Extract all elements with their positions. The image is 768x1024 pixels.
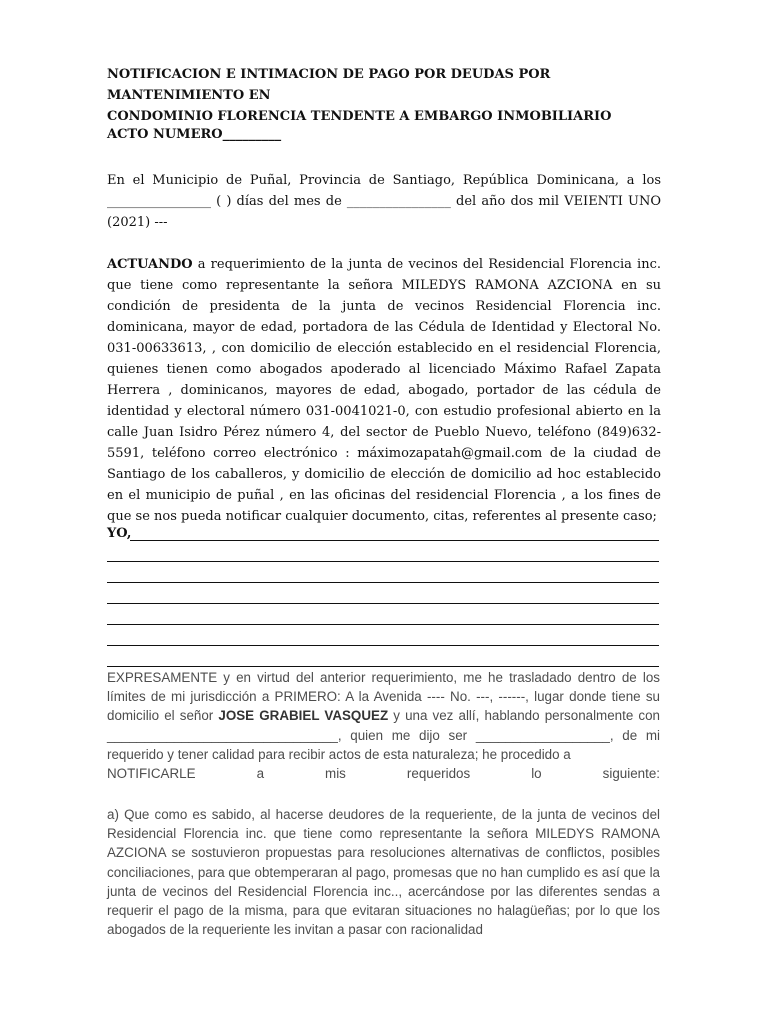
fill-line: [107, 666, 659, 667]
actuando-text: a requerimiento de la junta de vecinos del Residencial Florencia inc. que tiene como representante la señora MILEDYS RAMONA AZCIONA en su condición de presidenta de la junta de vecinos Residencial Florencia inc. dominicana, mayor de edad, portadora de las Cédula de Identidad y Electoral No. 031-00633613, , con domicilio de elección establecido en el residencial Florencia, quienes tienen como abogados apoderado al licenciado Máximo Rafael Zapata Herrera , dominicanos, mayores de edad, abogado, portador de las cédula de identidad y electoral número 031-0041021-0, con estudio profesional abierto en la calle Juan Isidro Pérez número 4, del sector de Pueblo Nuevo, teléfono (849)632-5591, teléfono correo electrónico : máximozapatah@gmail.com de la ciudad de Santiago de los caballeros, y domicilio de elección de domicilio ad hoc establecido en el municipio de puñal , en las oficinas del residencial Florencia , a los fines de que se nos pueda notificar cualquier documento, citas, referentes al presente caso;: [107, 257, 661, 524]
intro-paragraph: En el Municipio de Puñal, Provincia de Santiago, República Dominicana, a los ________________ ( ) días del mes de ________________ del año dos mil VEIENTI UNO (2021) ---: [107, 173, 661, 230]
expresamente-last-line: NOTIFICARLE a mis requeridos lo siguiente:: [107, 766, 660, 782]
fill-line: [107, 561, 659, 562]
actuando-lead: ACTUANDO: [107, 257, 193, 272]
fill-line: [107, 624, 659, 625]
yo-label: YO,: [107, 526, 132, 541]
fill-line: [107, 582, 659, 583]
document-title: [107, 64, 667, 127]
expresamente-part-1: EXPRESAMENTE y en virtud del anterior requerimiento, me he trasladado dentro de los límites de mi jurisdicción a PRIMERO: A la Avenida ---- No. ---, ------, lugar donde tiene su domicilio el señor: [107, 670, 660, 724]
fill-line: [107, 603, 659, 604]
expresamente-paragraph: [107, 668, 660, 783]
fill-line: [107, 645, 659, 646]
acto-numero: ACTO NUMERO_________: [107, 127, 282, 142]
title-line-2: CONDOMINIO FLORENCIA TENDENTE A EMBARGO INMOBILIARIO: [107, 109, 612, 124]
actuando-paragraph: [107, 254, 661, 527]
expresamente-part-2: y una vez allí, hablando personalmente con _______________________________, quien me dijo ser __________________, de mi requerido y tener calidad para recibir actos de esta naturaleza; he procedido a: [107, 708, 660, 762]
requerido-name: JOSE GRABIEL VASQUEZ: [218, 708, 389, 724]
paragraph-a: a) Que como es sabido, al hacerse deudores de la requeriente, de la junta de vecinos del Residencial Florencia inc. que tiene como representante la señora MILEDYS RAMONA AZCIONA se sostuvieron propuestas para resoluciones alternativas de conflictos, posibles conciliaciones, para que obtemperaran al pago, promesas que no han cumplido es así que la junta de vecinos del Residencial Florencia inc.., acercándose por las diferentes sendas a requerir el pago de la misma, para que evitaran situaciones no halagüeñas; por lo que los abogados de la requeriente les invitan a pasar con racionalidad: [107, 807, 660, 938]
fill-line: [130, 540, 659, 541]
title-line-1: NOTIFICACION E INTIMACION DE PAGO POR DEUDAS POR MANTENIMIENTO EN: [107, 67, 551, 103]
